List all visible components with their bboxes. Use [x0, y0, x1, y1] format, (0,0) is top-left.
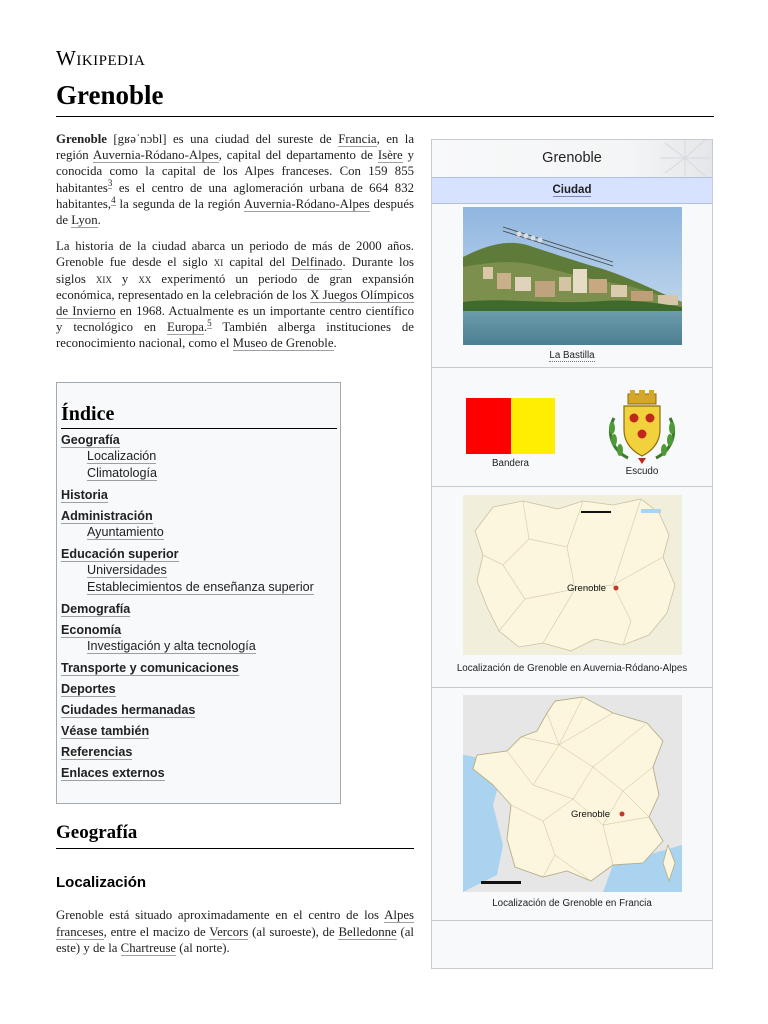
toc-item[interactable] [61, 487, 334, 503]
text-run: También alberga instituciones de reconocimiento nacional, como el [56, 320, 414, 351]
toc-subitem-label[interactable]: Localización [87, 449, 157, 463]
infobox-subtitle [432, 177, 712, 204]
link-alpes[interactable]: Alpes franceses [56, 908, 414, 939]
infobox-title [432, 140, 712, 177]
infobox-region-map-cell [432, 487, 712, 688]
link-isere[interactable]: Isère [377, 148, 403, 163]
toc-item[interactable] [61, 601, 334, 617]
photo-caption [432, 350, 712, 361]
flag-yellow-half [511, 398, 555, 454]
infobox-subtitle-link[interactable]: Ciudad [552, 184, 592, 196]
text-run: . Durante los siglos [56, 255, 414, 286]
toc-subitem-label[interactable]: Universidades [87, 563, 167, 577]
toc-subitem[interactable] [87, 524, 334, 541]
text-run: y [111, 271, 139, 286]
ref-5[interactable]: 5 [207, 317, 212, 328]
toc-item[interactable] [61, 702, 334, 718]
text-run: (al suroeste), de [248, 924, 339, 939]
toc-subitem[interactable] [87, 465, 334, 482]
toc-item[interactable] [61, 660, 334, 676]
text-run: Grenoble está situado aproximadamente en el centro de los [56, 908, 385, 922]
region-map-caption: Localización de Grenoble en Auvernia-Ródano-Alpes [456, 663, 688, 674]
france-map-image[interactable] [463, 695, 682, 892]
table-of-contents [56, 382, 341, 804]
link-europa[interactable]: Europa [167, 320, 204, 335]
toc-item[interactable] [61, 622, 334, 655]
link-region-2[interactable]: Auvernia-Ródano-Alpes [243, 196, 370, 211]
france-map-label: Grenoble [571, 809, 611, 820]
link-francia[interactable]: Francia [338, 132, 377, 146]
toc-subitem-label[interactable]: Investigación y alta tecnología [87, 639, 256, 653]
infobox [431, 139, 713, 969]
text-run: , capital del departamento de [218, 148, 378, 163]
text-run: (al norte). [176, 941, 230, 955]
infobox-title-text: Grenoble [542, 150, 602, 166]
text-run: experimentó un periodo de gran expansión económica, representado en la celebración de los [56, 271, 414, 302]
text-run: , en la región [56, 132, 414, 163]
century-xix: xix [95, 271, 112, 286]
link-region[interactable]: Auvernia-Ródano-Alpes [92, 148, 219, 163]
la-bastilla-photo[interactable] [463, 207, 682, 345]
toc-item[interactable] [61, 546, 334, 596]
link-jjoo[interactable]: X Juegos Olímpicos de Invierno [56, 287, 415, 319]
infobox-photo-cell [432, 204, 712, 368]
toc-subitem-label[interactable]: Establecimientos de enseñanza superior [87, 580, 314, 594]
flag-red-half [466, 398, 511, 454]
text-run: después de [56, 196, 414, 228]
flag-image[interactable] [466, 398, 555, 454]
link-museo[interactable]: Museo de Grenoble [232, 336, 334, 351]
toc-item[interactable] [61, 508, 334, 541]
toc-item-label[interactable]: Véase también [61, 724, 150, 738]
link-lyon[interactable]: Lyon [71, 213, 98, 228]
text-run: . [97, 213, 101, 228]
section-heading-geografia: Geografía [56, 822, 414, 849]
photo-caption-text: La Bastilla [549, 350, 595, 361]
toc-sublist [61, 562, 334, 596]
toc-item-label[interactable]: Demografía [61, 602, 131, 616]
text-run: La historia de la ciudad abarca un periodo de más de 2000 años. Grenoble fue desde el siglo [56, 239, 414, 270]
toc-subitem-label[interactable]: Ayuntamiento [87, 525, 164, 539]
subsection-heading-localizacion: Localización [56, 874, 147, 891]
infobox-france-map-cell [432, 688, 712, 921]
link-chartreuse[interactable]: Chartreuse [120, 941, 177, 955]
toc-item-label[interactable]: Economía [61, 623, 122, 637]
text-run: en 1968. Actualmente es un importante centro científico y tecnológico en [56, 304, 414, 335]
infobox-symbols-cell [432, 368, 712, 487]
toc-sublist [61, 638, 334, 655]
text-run: , entre el macizo de [103, 924, 210, 939]
toc-item[interactable] [61, 681, 334, 697]
toc-item-label[interactable]: Referencias [61, 745, 133, 759]
text-run: capital del [223, 255, 292, 270]
text-run: es el centro de una aglomeración urbana de 664 832 habitantes, [56, 180, 414, 211]
toc-item-label[interactable]: Transporte y comunicaciones [61, 661, 239, 675]
toc-item[interactable] [61, 765, 334, 781]
article-subject: Grenoble [56, 132, 107, 146]
toc-item[interactable] [61, 432, 334, 482]
century-xx: xx [138, 271, 152, 286]
ref-4[interactable]: 4 [111, 194, 116, 205]
link-belledonne[interactable]: Belledonne [338, 924, 397, 939]
text-run: la segunda de la región [115, 196, 244, 211]
flag-caption: Bandera [491, 458, 530, 469]
text-run: y conocida como la capital de los Alpes franceses. Con 159 855 habitantes [56, 148, 414, 195]
toc-item[interactable] [61, 744, 334, 760]
toc-subitem[interactable] [87, 562, 334, 579]
coat-of-arms-icon[interactable] [604, 388, 680, 464]
region-map-image[interactable] [463, 495, 682, 655]
toc-item-label[interactable]: Ciudades hermanadas [61, 703, 196, 717]
wikipedia-wordmark[interactable]: Wikipedia [56, 46, 146, 70]
toc-item-label[interactable]: Enlaces externos [61, 766, 165, 780]
text-run: . [333, 336, 337, 351]
region-map-label: Grenoble [567, 583, 607, 594]
geografia-paragraph [56, 907, 414, 957]
page-title: Grenoble [56, 80, 164, 110]
shield-caption: Escudo [625, 466, 659, 477]
title-divider [56, 116, 714, 117]
toc-item-label[interactable]: Geografía [61, 433, 120, 447]
text-run: . [203, 320, 208, 335]
toc-subitem[interactable] [87, 579, 334, 596]
toc-item-label[interactable]: Administración [61, 509, 153, 523]
text-run: (al este) y de la [56, 924, 414, 955]
intro-text [56, 131, 414, 362]
intro-paragraph-1 [56, 131, 414, 228]
toc-item-label[interactable]: Deportes [61, 682, 116, 696]
toc-item-label[interactable]: Educación superior [61, 547, 179, 561]
link-delfinado[interactable]: Delfinado [291, 255, 343, 270]
toc-item-label[interactable]: Historia [61, 488, 108, 502]
toc-heading: Índice [61, 403, 337, 429]
ref-3[interactable]: 3 [107, 178, 113, 189]
century-xi: xi [213, 255, 224, 270]
toc-sublist [61, 448, 334, 482]
toc-subitem-label[interactable]: Climatología [87, 466, 157, 480]
france-map-caption: Localización de Grenoble en Francia [492, 898, 652, 909]
toc-item[interactable] [61, 723, 334, 739]
snowflake-decoration-icon [630, 140, 710, 177]
intro-paragraph-2 [56, 238, 414, 351]
toc-subitem[interactable] [87, 638, 334, 655]
link-vercors[interactable]: Vercors [209, 924, 249, 939]
toc-subitem[interactable] [87, 448, 334, 465]
toc-list [61, 432, 334, 781]
text-run: [gʁəˈnɔbl] es una ciudad del sureste de [106, 132, 339, 146]
toc-sublist [61, 524, 334, 541]
